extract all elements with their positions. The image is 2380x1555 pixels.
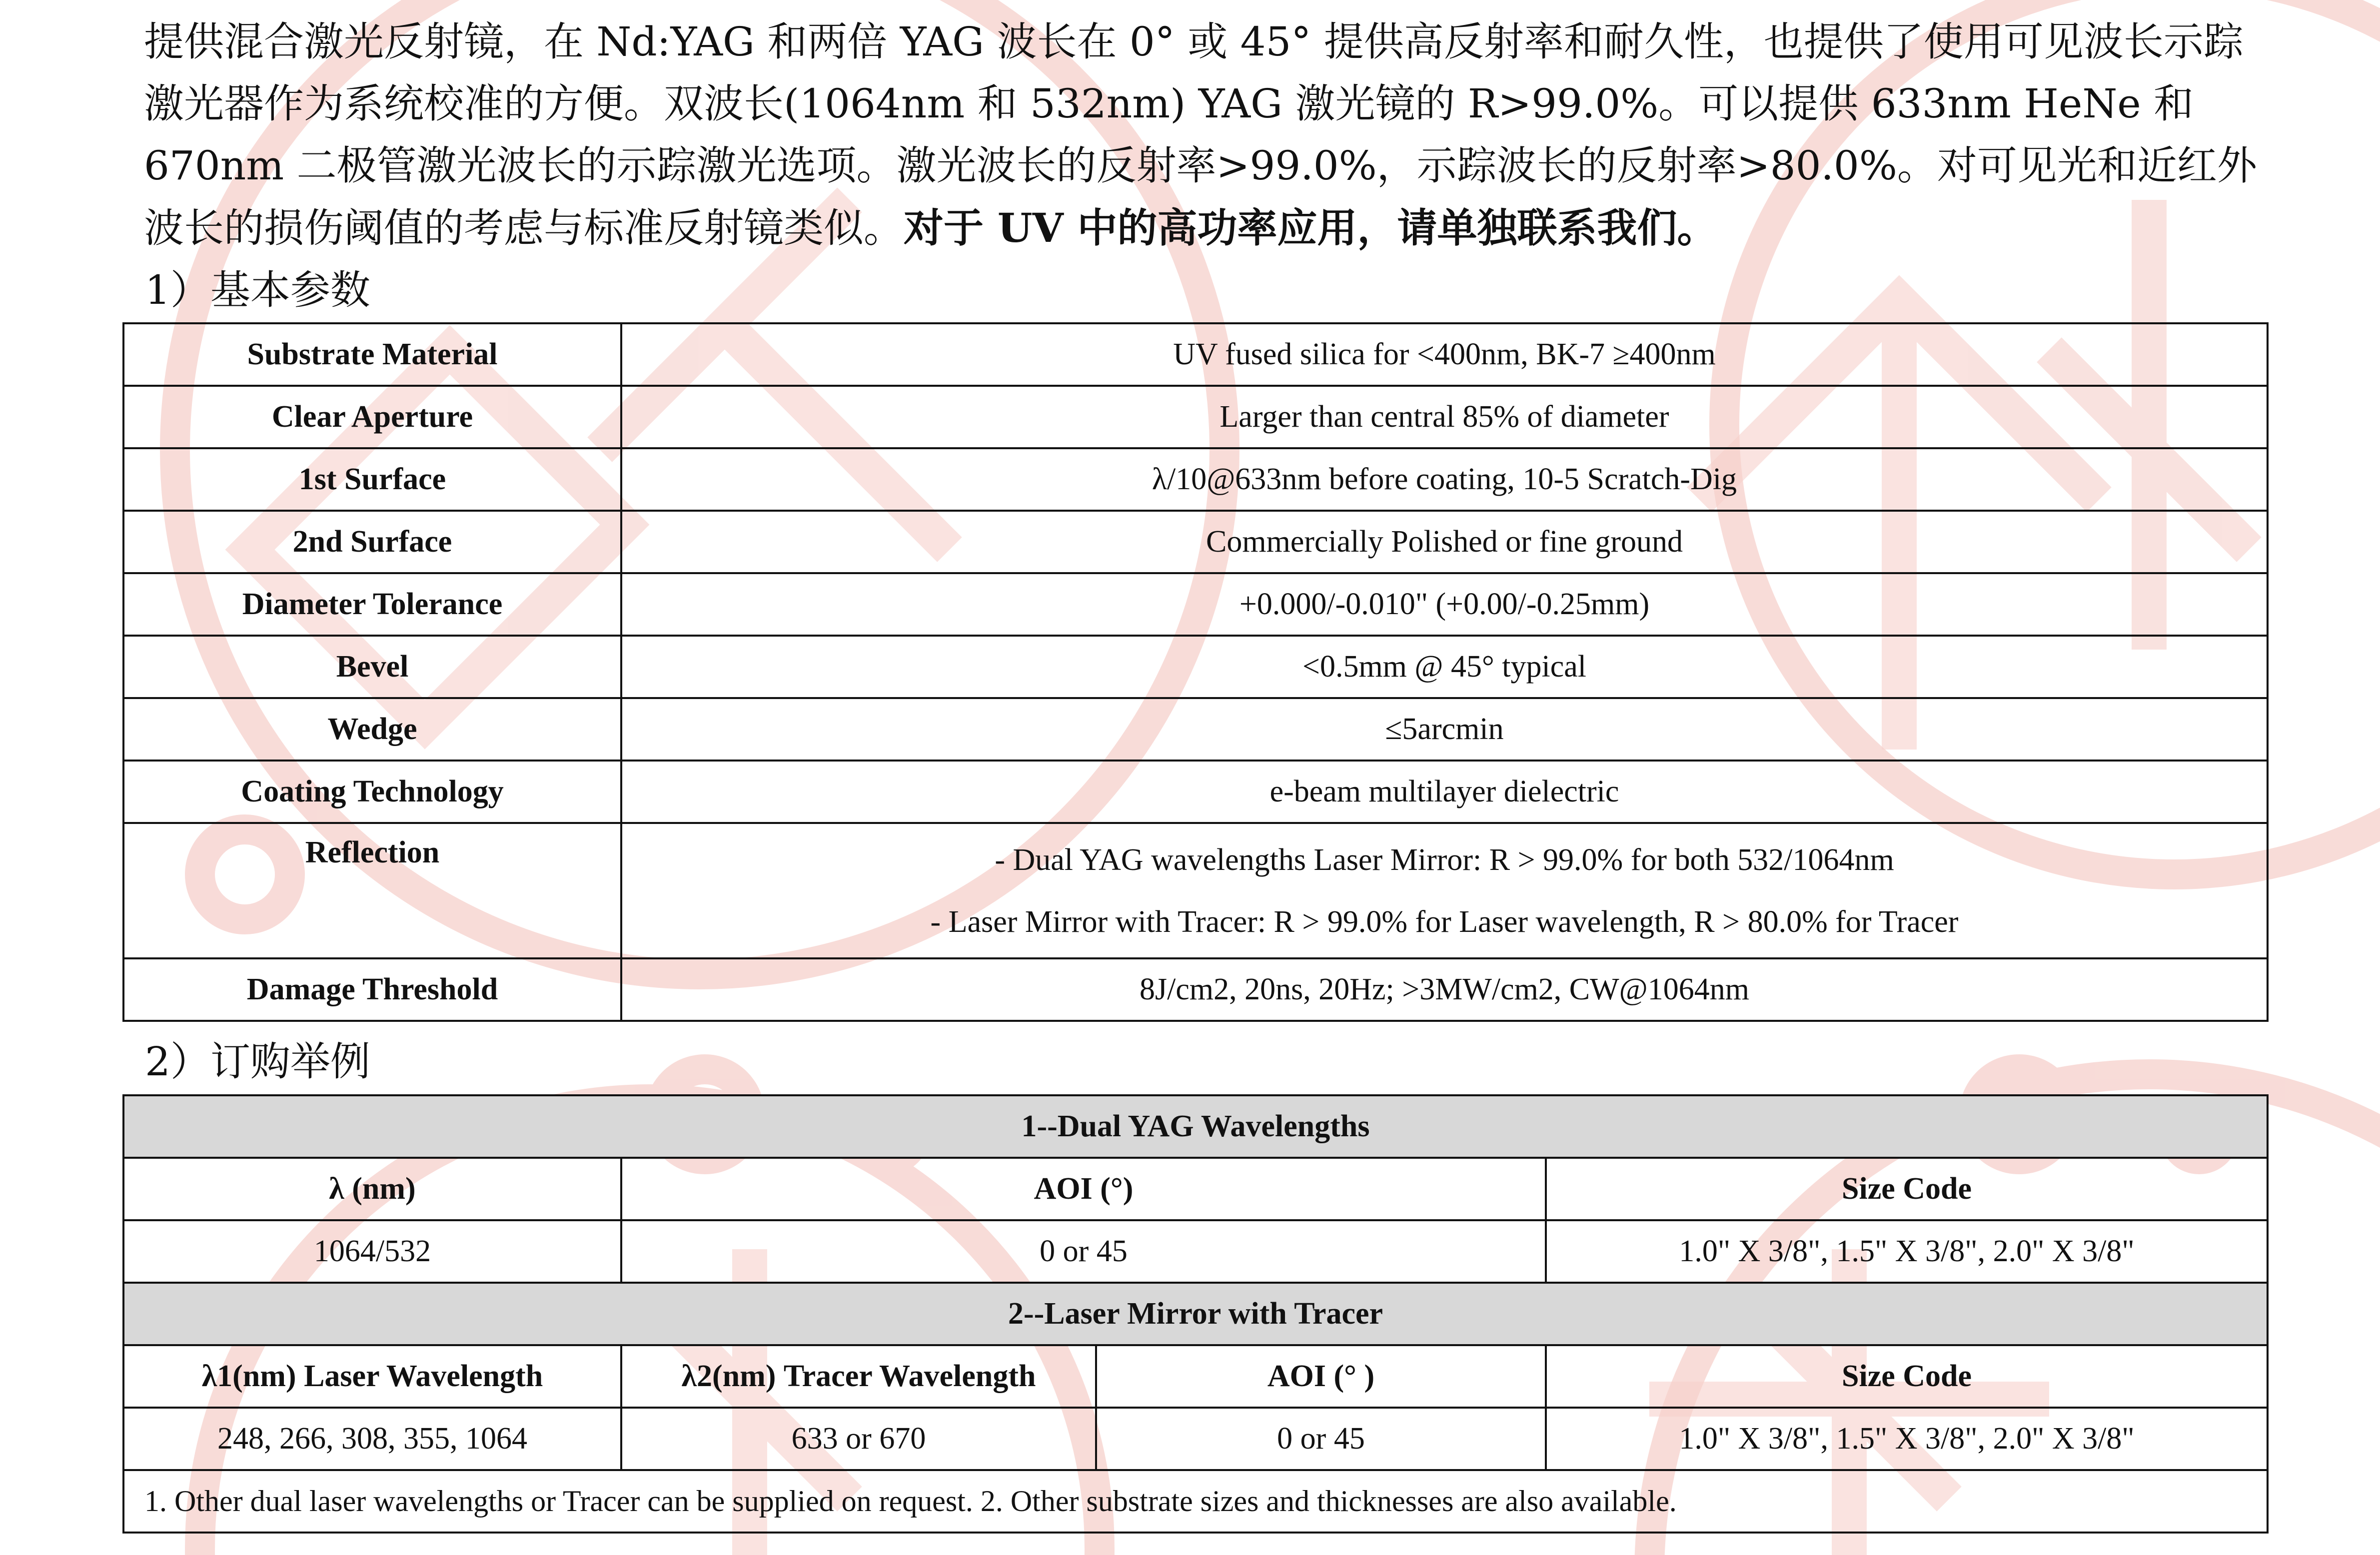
table-cell: 1064/532 (123, 1220, 621, 1283)
table-cell: 633 or 670 (621, 1408, 1096, 1470)
column-header: Size Code (1546, 1158, 2268, 1220)
group2-title: 2--Laser Mirror with Tracer (123, 1283, 2268, 1345)
order-example-table (122, 1094, 2269, 1534)
param-value: e-beam multilayer dielectric (621, 761, 2268, 823)
param-label: Damage Threshold (123, 958, 621, 1021)
param-label: Coating Technology (123, 761, 621, 823)
column-header-row (123, 1158, 2268, 1220)
group-header-row (123, 1095, 2268, 1158)
column-header: λ1(nm) Laser Wavelength (123, 1345, 621, 1408)
param-label: Diameter Tolerance (123, 573, 621, 636)
param-value: 8J/cm2, 20ns, 20Hz; >3MW/cm2, CW@1064nm (621, 958, 2268, 1021)
table-cell: 0 or 45 (1096, 1408, 1546, 1470)
table-row (123, 323, 2268, 386)
column-header-row (123, 1345, 2268, 1408)
table-row (123, 511, 2268, 573)
param-value: Commercially Polished or fine ground (621, 511, 2268, 573)
param-label: Wedge (123, 698, 621, 761)
column-header: Size Code (1546, 1345, 2268, 1408)
table-row (123, 761, 2268, 823)
column-header: λ2(nm) Tracer Wavelength (621, 1345, 1096, 1408)
intro-text: 提供混合激光反射镜，在 Nd:YAG 和两倍 YAG 波长在 0° 或 45° 提供高反射率和耐久性，也提供了使用可见波长示踪激光器作为系统校准的方便。双波长(1064nm 和 532nm) YAG 激光镜的 R>99.0%。可以提供 633nm HeNe 和 670nm 二极管激光波长的示踪激光选项。激光波长的反射率>99.0%，示踪波长的反射率>80.0%。对可见光和近红外波长的损伤阈值的考虑与标准反射镜类似。 (144, 18, 2257, 251)
param-value: +0.000/-0.010" (+0.00/-0.25mm) (621, 573, 2268, 636)
group1-title: 1--Dual YAG Wavelengths (123, 1095, 2268, 1158)
table-row (123, 573, 2268, 636)
table-row (123, 698, 2268, 761)
param-value: ≤5arcmin (621, 698, 2268, 761)
param-label: Reflection (123, 823, 621, 958)
table-row (123, 386, 2268, 448)
param-value: <0.5mm @ 45° typical (621, 636, 2268, 698)
table-row (123, 958, 2268, 1021)
table-cell: 1.0" X 3/8", 1.5" X 3/8", 2.0" X 3/8" (1546, 1220, 2268, 1283)
basic-params-table (122, 322, 2269, 1022)
param-label: 1st Surface (123, 448, 621, 511)
table-cell: 0 or 45 (621, 1220, 1546, 1283)
param-value: Larger than central 85% of diameter (621, 386, 2268, 448)
table-row (123, 636, 2268, 698)
note-row (123, 1470, 2268, 1533)
table-cell: 248, 266, 308, 355, 1064 (123, 1408, 621, 1470)
intro-paragraph (144, 11, 2263, 259)
param-label: Clear Aperture (123, 386, 621, 448)
param-value-reflection (621, 823, 2268, 958)
column-header: AOI (° ) (1096, 1345, 1546, 1408)
reflection-line-2: - Laser Mirror with Tracer: R > 99.0% for Laser wavelength, R > 80.0% for Tracer (930, 904, 1959, 939)
intro-bold-text: 对于 UV 中的高功率应用，请单独联系我们。 (904, 204, 1717, 251)
param-label: 2nd Surface (123, 511, 621, 573)
section-order-example-title: 2）订购举例 (145, 1038, 370, 1085)
column-header: λ (nm) (123, 1158, 621, 1220)
reflection-line-1: - Dual YAG wavelengths Laser Mirror: R > 99.0% for both 532/1064nm (995, 842, 1894, 877)
param-label: Substrate Material (123, 323, 621, 386)
table-row (123, 448, 2268, 511)
group-header-row (123, 1283, 2268, 1345)
order-note: 1. Other dual laser wavelengths or Tracer can be supplied on request. 2. Other substrate sizes and thicknesses are also available. (123, 1470, 2268, 1533)
param-value: UV fused silica for <400nm, BK-7 ≥400nm (621, 323, 2268, 386)
section-basic-params-title: 1）基本参数 (145, 267, 370, 313)
table-row-reflection (123, 823, 2268, 958)
param-label: Bevel (123, 636, 621, 698)
table-row (123, 1220, 2268, 1283)
table-cell: 1.0" X 3/8", 1.5" X 3/8", 2.0" X 3/8" (1546, 1408, 2268, 1470)
column-header: AOI (°) (621, 1158, 1546, 1220)
param-value: λ/10@633nm before coating, 10-5 Scratch-Dig (621, 448, 2268, 511)
table-row (123, 1408, 2268, 1470)
